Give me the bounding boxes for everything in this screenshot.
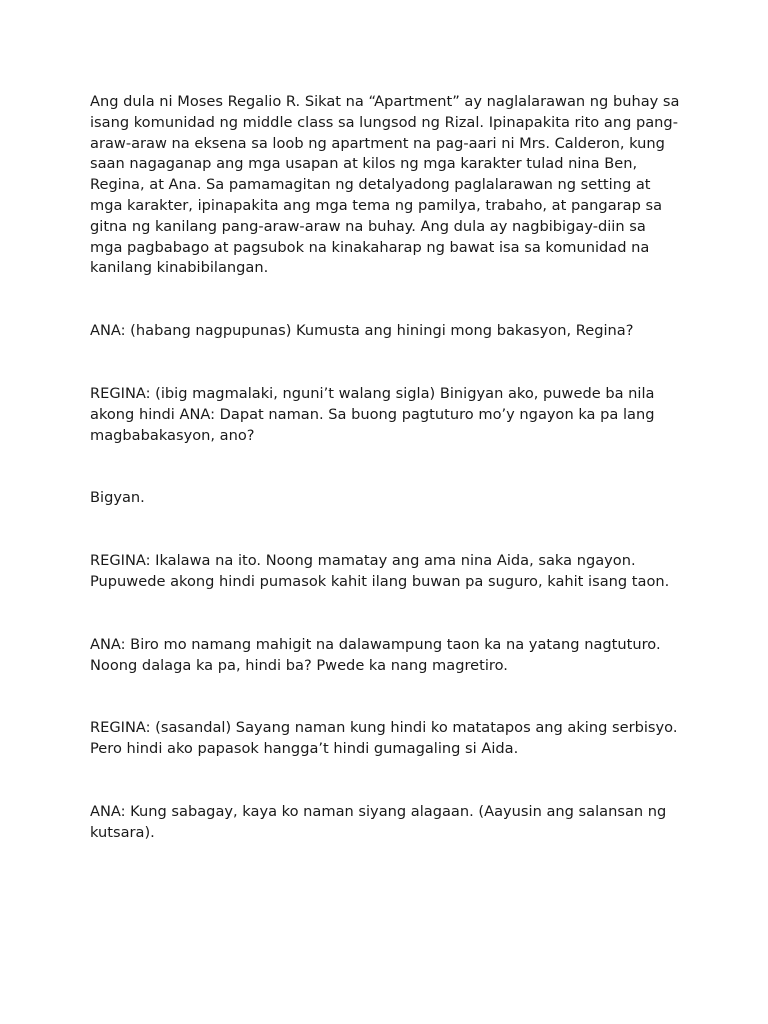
paragraph-gap xyxy=(90,509,682,551)
paragraph-gap xyxy=(90,593,682,635)
paragraph-gap xyxy=(90,446,682,488)
dialogue-line-regina-3: REGINA: (sasandal) Sayang naman kung hindi ko matatapos ang aking serbisyo. Pero hindi ako papasok hangga’t hindi gumagaling si Aida. xyxy=(90,719,678,758)
dialogue-line-continuation: Bigyan. xyxy=(90,489,145,507)
intro-paragraph: Ang dula ni Moses Regalio R. Sikat na “Apartment” ay naglalarawan ng buhay sa isang komunidad ng middle class sa lungsod ng Rizal. Ipinapakita rito ang pang-araw-araw na eksena sa loob ng apartment na pag-aari ni Mrs. Calderon, kung saan nagaganap ang mga usapan at kilos ng mga karakter tulad nina Ben, Regina, at Ana. Sa pamamagitan ng detalyadong paglalarawan ng setting at mga karakter, ipinapakita ang mga tema ng pamilya, trabaho, at pangarap sa gitna ng kanilang pang-araw-araw na buhay. Ang dula ay nagbibigay-diin sa mga pagbabago at pagsubok na kinakaharap ng bawat isa sa komunidad na kanilang kinabibilangan. xyxy=(90,93,680,277)
paragraph-gap xyxy=(90,279,682,321)
dialogue-line-regina-1: REGINA: (ibig magmalaki, nguni’t walang sigla) Binigyan ako, puwede ba nila akong hindi ANA: Dapat naman. Sa buong pagtuturo mo’y ngayon ka pa lang magbabakasyon, ano? xyxy=(90,384,655,444)
dialogue-line-ana-1: ANA: (habang nagpupunas) Kumusta ang hiningi mong bakasyon, Regina? xyxy=(90,322,634,340)
dialogue-line-ana-3: ANA: Kung sabagay, kaya ko naman siyang alagaan. (Aayusin ang salansan ng kutsara). xyxy=(90,802,667,841)
dialogue-line-ana-2: ANA: Biro mo namang mahigit na dalawampung taon ka na yatang nagtuturo. Noong dalaga ka pa, hindi ba? Pwede ka nang magretiro. xyxy=(90,635,661,674)
paragraph-gap xyxy=(90,676,682,718)
paragraph-gap xyxy=(90,342,682,384)
dialogue-line-regina-2: REGINA: Ikalawa na ito. Noong mamatay ang ama nina Aida, saka ngayon. Pupuwede akong hindi pumasok kahit ilang buwan pa suguro, kahit isang taon. xyxy=(90,552,670,590)
document-page xyxy=(90,92,682,844)
paragraph-gap xyxy=(90,760,682,802)
